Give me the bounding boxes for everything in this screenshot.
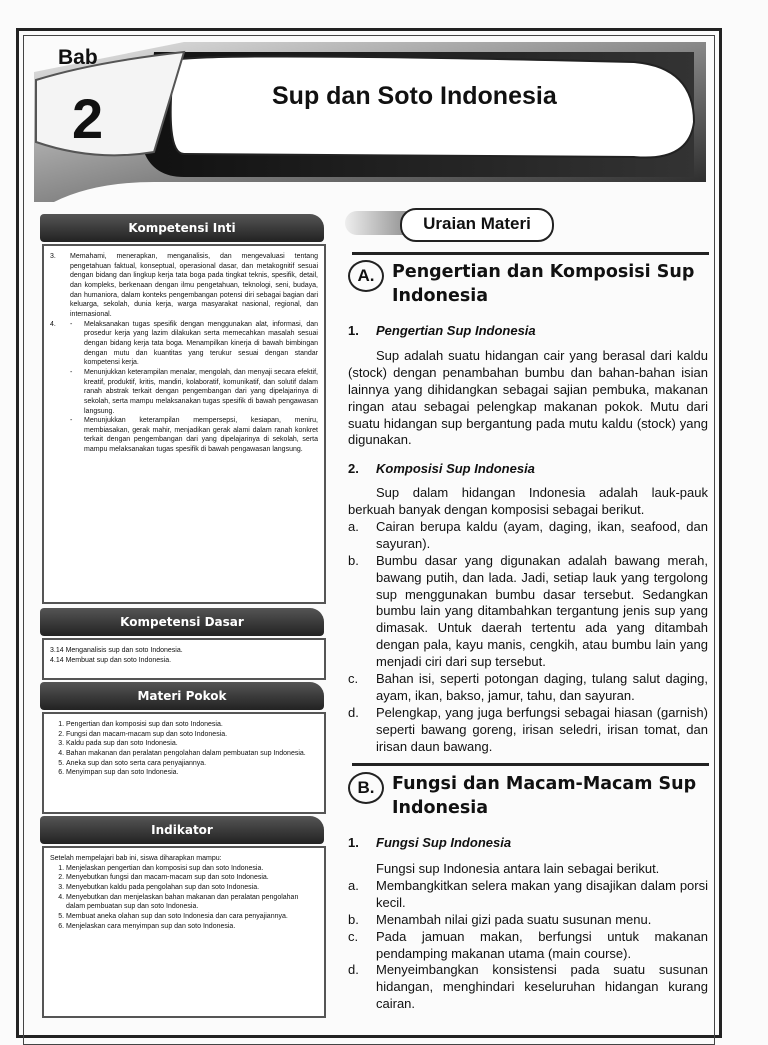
- materi-pokok-heading: Materi Pokok: [40, 682, 324, 710]
- kompetensi-inti-sub: - Menunjukkan keterampilan mempersepsi, kesiapan, meniru, membiasakan, gerak mahir, menjadikan gerak alami dalam ranah konkret terkait dengan pengembangan dari yang dipelajarinya di sekolah, serta mampu melaksanakan tugas spesifik di bawah pengawasan langsung.: [70, 417, 318, 454]
- section-b-title: Fungsi dan Macam-Macam Sup Indonesia: [392, 774, 697, 818]
- kompetensi-inti-heading: Kompetensi Inti: [40, 214, 324, 242]
- indikator-item: 5. Membuat aneka olahan sup dan soto Indonesia dan cara penyajiannya.: [66, 912, 318, 922]
- indikator-item: 1. Menjelaskan pengertian dan komposisi sup dan soto Indonesia.: [66, 864, 318, 874]
- sub-heading-komposisi: 2. Komposisi Sup Indonesia: [348, 461, 535, 476]
- list-item: b. Menambah nilai gizi pada suatu susunan menu.: [348, 911, 652, 927]
- list-item: c. Bahan isi, seperti potongan daging, tulang salut daging, ayam, ikan, bakso, jamur, tahu, dan sayuran.: [348, 671, 708, 703]
- kompetensi-inti-item-3: 3. Memahami, menerapkan, menganalisis, dan mengevaluasi tentang pengetahuan faktual, konseptual, operasional dasar, dan metakognitif sesuai dengan bidang dan lingkup kerja tata boga pada tingkat teknis, spesifik, detail, dan kompleks, berkenaan dengan ilmu pengetahuan, teknologi, seni, budaya, dan humaniora, dalam konteks pengembangan potensi diri sebagai bagian dari keluarga, sekolah, dunia kerja, warga masyarakat nasional, regional, dan internasional.: [50, 253, 318, 318]
- materi-pokok-item: 5. Aneka sup dan soto serta cara penyajiannya.: [66, 759, 318, 769]
- fungsi-list: [348, 878, 708, 1013]
- list-item: d. Pelengkap, yang juga berfungsi sebagai hiasan (garnish) seperti bawang goreng, irisan seledri, irisan tomat, dan irisan daun bawang.: [348, 704, 708, 754]
- list-item: a. Membangkitkan selera makan yang disajikan dalam porsi kecil.: [348, 878, 708, 910]
- paragraph-fungsi: Fungsi sup Indonesia antara lain sebagai berikut.: [376, 861, 660, 876]
- paragraph-komposisi: Sup dalam hidangan Indonesia adalah lauk-pauk berkuah banyak dengan komposisi sebagai berikut.: [348, 485, 708, 517]
- kompetensi-inti-sub: - Menunjukkan keterampilan menalar, mengolah, dan menyaji secara efektif, kreatif, produktif, kritis, mandiri, kolaboratif, komunikatif, dan solutif dalam ranah abstrak terkait dengan pengembangan dari yang dipelajarinya di sekolah, serta mampu melaksanakan tugas spesifik di bawah pengawasan langsung.: [70, 368, 318, 415]
- uraian-materi-label: Uraian Materi: [400, 208, 554, 242]
- kompetensi-dasar-heading: Kompetensi Dasar: [40, 608, 324, 636]
- kompetensi-dasar-box: [42, 638, 326, 680]
- komposisi-list: [348, 519, 708, 755]
- sub-heading-fungsi: 1. Fungsi Sup Indonesia: [348, 835, 512, 850]
- section-a-title: Pengertian dan Komposisi Sup Indonesia: [392, 262, 695, 306]
- section-b-badge: B.: [348, 772, 384, 804]
- list-item: c. Pada jamuan makan, berfungsi untuk makanan pendamping makanan utama (main course).: [348, 928, 708, 961]
- materi-pokok-item: 1. Pengertian dan komposisi sup dan soto Indonesia.: [66, 720, 318, 730]
- sub-heading-pengertian: 1. Pengertian Sup Indonesia: [348, 323, 536, 338]
- materi-pokok-box: [42, 712, 326, 814]
- indikator-item: 3. Menyebutkan kaldu pada pengolahan sup dan soto Indonesia.: [66, 883, 318, 893]
- section-rule: [352, 763, 709, 766]
- kompetensi-inti-sub: - Melaksanakan tugas spesifik dengan menggunakan alat, informasi, dan prosedur kerja yang lazim dilakukan serta memecahkan masalah sesuai dengan bidang kerja tata boga. Menampilkan kinerja di bawah bimbingan dengan mutu dan kuantitas yang terukur sesuai dengan standar kompetensi kerja.: [70, 320, 318, 367]
- list-item: a. Cairan berupa kaldu (ayam, daging, ikan, seafood, dan sayuran).: [348, 519, 708, 551]
- chapter-number: 2: [72, 87, 104, 150]
- section-a-badge: A.: [348, 260, 384, 292]
- chapter-banner: [34, 42, 706, 202]
- indikator-intro: Setelah mempelajari bab ini, siswa diharapkan mampu:: [50, 855, 222, 862]
- indikator-heading: Indikator: [40, 816, 324, 844]
- kompetensi-inti-item-4: 4. - Melaksanakan tugas spesifik dengan menggunakan alat, informasi, dan prosedur kerja yang lazim dilakukan serta memecahkan masalah sesuai dengan bidang kerja tata boga. Menampilkan kinerja di bawah bimbingan dengan mutu dan kuantitas yang terukur sesuai dengan standar kompetensi kerja. - Menunjukkan keterampilan menalar, mengolah, dan menyaji secara efektif, kreatif, produktif, kritis, mandiri, kolaboratif, komunikatif, dan solutif dalam ranah abstrak terkait dengan pengembangan dari yang dipelajarinya di sekolah, serta mampu melaksanakan tugas spesifik di bawah pengawasan langsung. - Menunjukkan keterampilan mempersepsi, kesiapan, meniru, membiasakan, gerak mahir, menjadikan gerak alami dalam ranah konkret terkait dengan pengembangan dari yang dipelajarinya di sekolah, serta mampu melaksanakan tugas spesifik di bawah pengawasan langsung.: [50, 320, 318, 454]
- indikator-item: 4. Menyebutkan dan menjelaskan bahan makanan dan peralatan pengolahan dalam pembuatan sup dan soto Indonesia.: [66, 893, 318, 912]
- section-rule: [352, 252, 709, 255]
- materi-pokok-item: 4. Bahan makanan dan peralatan pengolahan dalam pembuatan sup Indonesia.: [66, 749, 318, 759]
- list-item: b. Bumbu dasar yang digunakan adalah bawang merah, bawang putih, dan lada. Jadi, setiap lauk yang tergolong sup menggunakan bumbu dasar tersebut. Sedangkan bumbu lain yang ditambahkan tergantung jenis sup yang dimasak. Untuk daerah tertentu ada yang ditambah dengan pala, kayu manis, cengkih, atau bumbu lain yang menjadi ciri dari sup tersebut.: [348, 552, 708, 670]
- chapter-title: Sup dan Soto Indonesia: [272, 82, 557, 110]
- indikator-item: 6. Menjelaskan cara menyimpan sup dan soto Indonesia.: [66, 922, 318, 932]
- list-item: d. Menyeimbangkan konsistensi pada suatu susunan hidangan, menghindari keseluruhan hidangan kurang cairan.: [348, 962, 708, 1012]
- indikator-item: 2. Menyebutkan fungsi dan macam-macam sup dan soto Indonesia.: [66, 873, 318, 883]
- kompetensi-dasar-item: 3.14 Menganalisis sup dan soto Indonesia.: [50, 647, 183, 654]
- indikator-box: [42, 846, 326, 1018]
- kompetensi-dasar-item: 4.14 Membuat sup dan soto Indonesia.: [50, 656, 172, 664]
- materi-pokok-item: 2. Fungsi dan macam-macam sup dan soto Indonesia.: [66, 730, 318, 740]
- chapter-label: Bab: [58, 46, 98, 69]
- materi-pokok-item: 3. Kaldu pada sup dan soto Indonesia.: [66, 739, 318, 749]
- materi-pokok-item: 6. Menyimpan sup dan soto Indonesia.: [66, 768, 318, 778]
- kompetensi-inti-box: [42, 244, 326, 604]
- paragraph-pengertian: Sup adalah suatu hidangan cair yang berasal dari kaldu (stock) dengan penambahan bumbu dan bahan-bahan isian lainnya yang dihidangkan sebagai sajian pembuka, makanan ringan atau sebagai pelengkap makanan pokok. Mutu dari suatu hidangan sup bergantung pada mutu kaldu (stock) yang digunakan.: [348, 348, 708, 448]
